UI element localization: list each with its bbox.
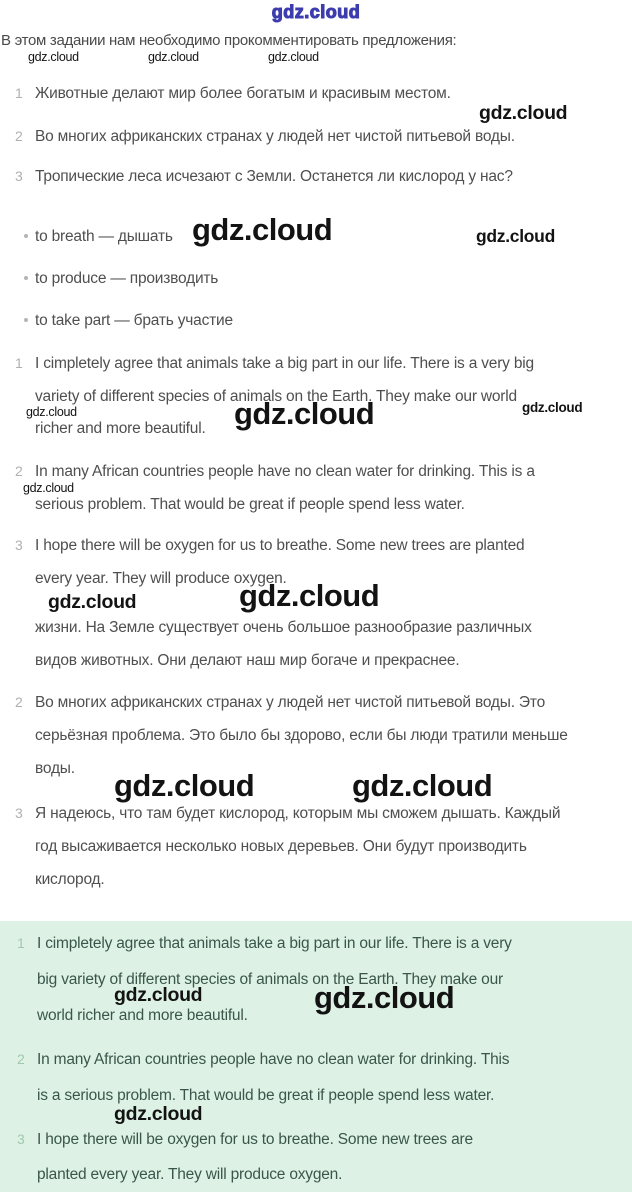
answer-line: кислород. [35,871,105,888]
answer-line: In many African countries people have no clean water for drinking. This is a [35,463,535,480]
watermark-medium: gdz.cloud [476,226,555,246]
answer-line: Я надеюсь, что там будет кислород, которым мы сможем дышать. Каждый [35,805,561,822]
watermark-small: gdz.cloud [522,400,583,415]
answer-line: In many African countries people have no clean water for drinking. This [37,1051,510,1068]
answer-line: world richer and more beautiful. [37,1007,248,1024]
answer-line: серьёзная проблема. Это было бы здорово, если бы люди тратили меньше [35,727,568,744]
watermark-large: gdz.cloud [114,768,255,803]
list-number: 3 [17,1131,25,1147]
answer-line: serious problem. That would be great if people spend less water. [35,496,465,513]
list-number: 1 [15,85,23,101]
answer-line: planted every year. They will produce oxygen. [37,1166,343,1183]
watermark-small: gdz.cloud [28,50,79,64]
list-number: 3 [15,168,23,184]
list-number: 2 [15,463,23,479]
bullet-icon [24,318,28,322]
answer-line: I hope there will be oxygen for us to breathe. Some new trees are [37,1131,473,1148]
answer-line: richer and more beautiful. [35,420,206,437]
answer-line: жизни. На Земле существует очень большое разнообразие различных [35,619,532,636]
watermark-medium: gdz.cloud [479,102,568,124]
bullet-icon [24,234,28,238]
watermark-large: gdz.cloud [234,396,375,431]
answer-line: видов животных. Они делают наш мир богаче и прекраснее. [35,652,460,669]
watermark-small: gdz.cloud [268,50,319,64]
watermark-medium: gdz.cloud [114,1103,203,1125]
vocab-item: to breath — дышать [35,228,173,245]
task-sentence: Во многих африканских странах у людей нет чистой питьевой воды. [35,128,515,145]
answer-line: год высаживается несколько новых деревьев. Они будут производить [35,838,527,855]
list-number: 2 [17,1051,25,1067]
watermark-large: gdz.cloud [192,212,333,247]
answer-line: воды. [35,760,75,777]
task-sentence: Животные делают мир более богатым и красивым местом. [35,85,451,102]
answer-line: every year. They will produce oxygen. [35,570,287,587]
bullet-icon [24,276,28,280]
answer-line: I cimpletely agree that animals take a big part in our life. There is a very [37,935,512,952]
watermark-medium: gdz.cloud [114,984,203,1006]
vocab-item: to take part — брать участие [35,312,233,329]
watermark-outline-top: gdz.cloud [271,2,361,22]
watermark-small: gdz.cloud [23,481,74,495]
watermark-large: gdz.cloud [239,578,380,613]
answer-line: big variety of different species of animals on the Earth. They make our [37,971,503,988]
list-number: 3 [15,805,23,821]
watermark-medium: gdz.cloud [48,591,137,613]
answer-line: I cimpletely agree that animals take a big part in our life. There is a very big [35,355,534,372]
list-number: 1 [15,355,23,371]
watermark-large: gdz.cloud [352,768,493,803]
watermark-small: gdz.cloud [148,50,199,64]
list-number: 2 [15,128,23,144]
answer-line: is a serious problem. That would be great if people spend less water. [37,1087,495,1104]
answer-line: variety of different species of animals on the Earth. They make our world [35,388,517,405]
list-number: 1 [17,935,25,951]
task-sentence: Тропические леса исчезают с Земли. Останется ли кислород у нас? [35,168,513,185]
intro-text: В этом задании нам необходимо прокомментировать предложения: [1,32,457,49]
answer-line: Во многих африканских странах у людей нет чистой питьевой воды. Это [35,694,545,711]
list-number: 2 [15,694,23,710]
watermark-small: gdz.cloud [26,405,77,419]
list-number: 3 [15,537,23,553]
vocab-item: to produce — производить [35,270,219,287]
answer-line: I hope there will be oxygen for us to breathe. Some new trees are planted [35,537,525,554]
watermark-large: gdz.cloud [314,980,455,1015]
